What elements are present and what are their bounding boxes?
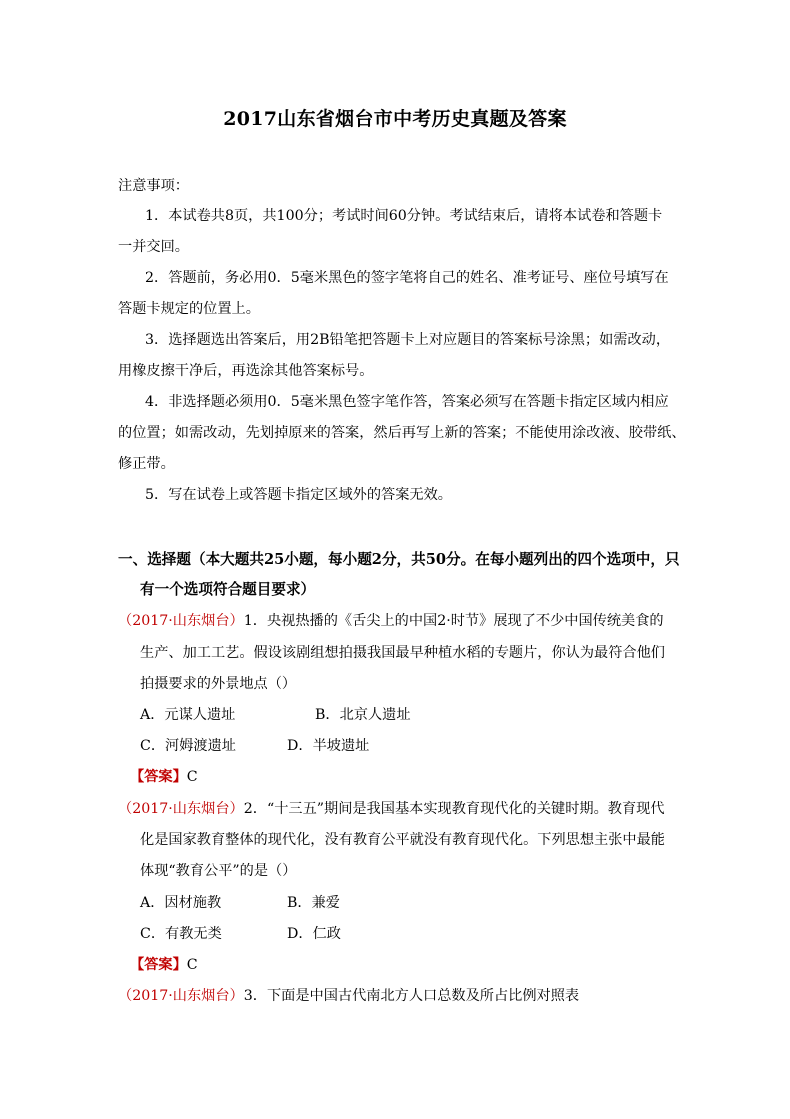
section-heading: 一、选择题（本大题共25小题，每小题2分，共50分。在每小题列出的四个选项中，只	[118, 551, 680, 568]
answer-line	[130, 955, 198, 975]
option-c: C．河姆渡遗址	[140, 738, 236, 754]
question-stem: 2．“十三五”期间是我国基本实现教育现代化的关键时期。教育现代	[243, 801, 665, 817]
question-source: （2017·山东烟台）	[118, 613, 244, 629]
option-c: C．有教无类	[140, 926, 222, 942]
notice-line: 一并交回。	[118, 239, 189, 255]
notice-line: 4．非选择题必须用0．5毫米黑色签字笔作答，答案必须写在答题卡指定区域内相应	[145, 394, 669, 410]
question-source: （2017·山东烟台）	[118, 988, 244, 1004]
answer-tag: 【答案】	[130, 769, 187, 785]
notice-line: 1．本试卷共8页，共100分；考试时间60分钟。考试结束后，请将本试卷和答题卡	[145, 208, 663, 224]
option-d: D．仁政	[287, 926, 341, 942]
question-stem: 3．下面是中国古代南北方人口总数及所占比例对照表	[243, 988, 580, 1004]
question-stem: 拍摄要求的外景地点（）	[140, 676, 297, 692]
notice-line: 用橡皮擦干净后，再选涂其他答案标号。	[118, 363, 374, 379]
question-stem: 生产、加工工艺。假设该剧组想拍摄我国最早种植水稻的专题片，你认为最符合他们	[140, 645, 665, 661]
option-b: B．兼爱	[287, 895, 340, 911]
question-source: （2017·山东烟台）	[118, 801, 244, 817]
question-2-first-line	[118, 799, 665, 819]
notice-line: 5．写在试卷上或答题卡指定区域外的答案无效。	[145, 487, 452, 503]
document-title: 2017山东省烟台市中考历史真题及答案	[223, 108, 567, 130]
answer-value: C	[186, 769, 198, 785]
option-d: D．半坡遗址	[287, 738, 370, 754]
question-stem: 体现“教育公平”的是（）	[140, 863, 297, 879]
answer-value: C	[186, 957, 198, 973]
notice-line: 3．选择题选出答案后，用2B铅笔把答题卡上对应题目的答案标号涂黑；如需改动，	[145, 332, 671, 348]
question-stem: 化是国家教育整体的现代化，没有教育公平就没有教育现代化。下列思想主张中最能	[140, 832, 665, 848]
answer-tag: 【答案】	[130, 957, 187, 973]
notice-line: 的位置；如需改动，先划掉原来的答案，然后再写上新的答案；不能使用涂改液、胶带纸、	[118, 425, 686, 441]
question-3-first-line	[118, 986, 579, 1006]
option-a: A．元谋人遗址	[140, 707, 236, 723]
question-1-first-line	[118, 611, 664, 631]
section-heading-cont: 有一个选项符合题目要求）	[140, 581, 316, 598]
notice-heading: 注意事项：	[118, 178, 189, 194]
option-a: A．因材施教	[140, 895, 222, 911]
answer-line	[130, 767, 198, 787]
notice-line: 2．答题前，务必用0．5毫米黑色的签字笔将自己的姓名、准考证号、座位号填写在	[145, 270, 669, 286]
question-stem: 1．央视热播的《舌尖上的中国2·时节》展现了不少中国传统美食的	[243, 613, 664, 629]
option-b: B．北京人遗址	[315, 707, 411, 723]
notice-line: 答题卡规定的位置上。	[118, 301, 260, 317]
notice-line: 修正带。	[118, 456, 175, 472]
